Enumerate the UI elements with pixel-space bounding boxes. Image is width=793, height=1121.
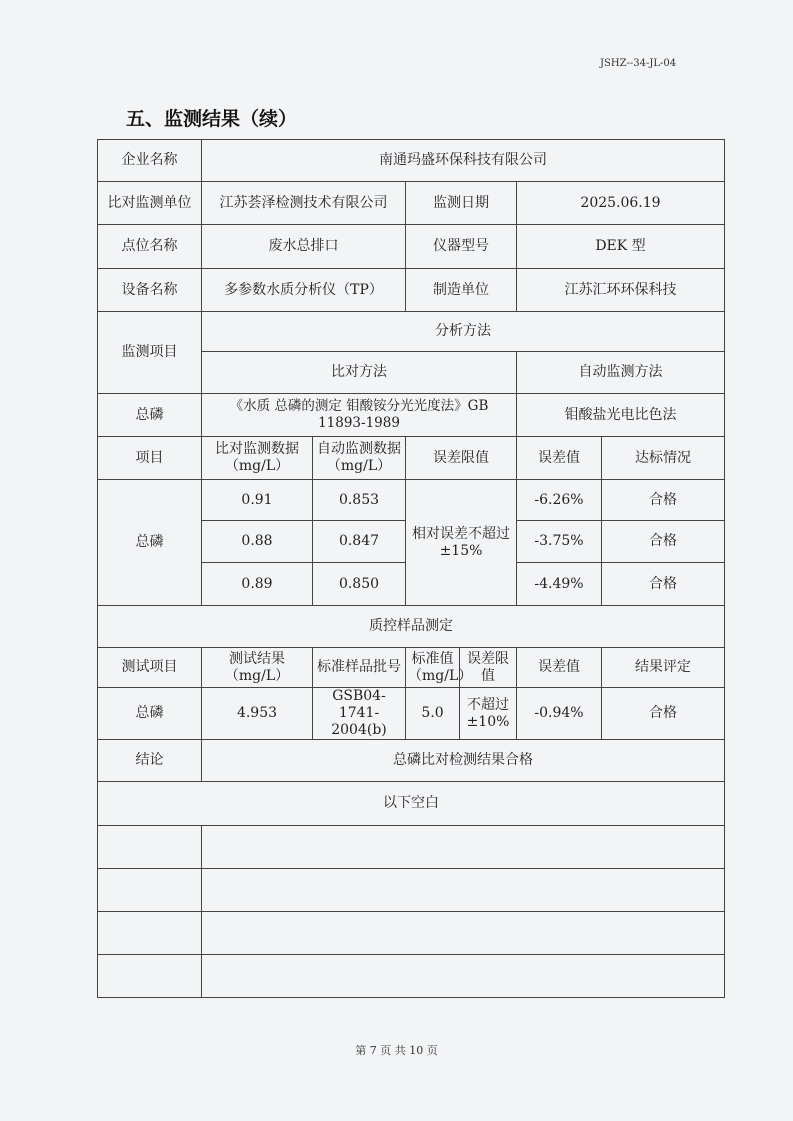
table-row — [98, 269, 725, 312]
monitor-date-value: 2025.06.19 — [517, 182, 725, 225]
compare-method-value: 《水质 总磷的测定 钼酸铵分光光度法》GB 11893-1989 — [202, 394, 517, 437]
instrument-model-label: 仪器型号 — [406, 225, 517, 269]
manufacturer-value: 江苏汇环环保科技 — [517, 269, 725, 312]
table-row — [98, 480, 725, 521]
qc-batch: GSB04-1741-2004(b) — [313, 688, 406, 740]
auto-value: 0.853 — [313, 480, 406, 521]
qc-evaluation: 合格 — [602, 688, 725, 740]
status-value: 合格 — [602, 480, 725, 521]
qc-header-item: 测试项目 — [98, 648, 202, 688]
table-row — [98, 782, 725, 826]
table-row — [98, 225, 725, 269]
qc-error: -0.94% — [517, 688, 602, 740]
monitoring-result-table — [97, 139, 725, 998]
point-label: 点位名称 — [98, 225, 202, 269]
qc-title: 质控样品测定 — [98, 606, 725, 648]
equipment-label: 设备名称 — [98, 269, 202, 312]
auto-method-label: 自动监测方法 — [517, 352, 725, 394]
compare-value: 0.88 — [202, 521, 313, 563]
empty-row — [98, 826, 725, 869]
blank-note: 以下空白 — [98, 782, 725, 826]
document-code: JSHZ--34-JL-04 — [600, 58, 677, 69]
table-row — [98, 394, 725, 437]
conclusion-value: 总磷比对检测结果合格 — [202, 740, 725, 782]
compare-unit-label: 比对监测单位 — [98, 182, 202, 225]
qc-header-evaluation: 结果评定 — [602, 648, 725, 688]
qc-header-batch: 标准样品批号 — [313, 648, 406, 688]
method-item: 总磷 — [98, 394, 202, 437]
error-value: -3.75% — [517, 521, 602, 563]
status-value: 合格 — [602, 563, 725, 606]
qc-standard: 5.0 — [406, 688, 460, 740]
empty-row — [98, 955, 725, 998]
header-compare-data: 比对监测数据（mg/L） — [202, 437, 313, 480]
error-value: -6.26% — [517, 480, 602, 521]
qc-header-limit: 误差限值 — [460, 648, 517, 688]
table-row — [98, 606, 725, 648]
table-row — [98, 740, 725, 782]
qc-header-error: 误差值 — [517, 648, 602, 688]
table-row — [98, 648, 725, 688]
company-value: 南通玛盛环保科技有限公司 — [202, 140, 725, 182]
table-row — [98, 140, 725, 182]
error-limit: 相对误差不超过±15% — [406, 480, 517, 606]
section-title: 五、监测结果（续） — [126, 108, 298, 130]
header-status: 达标情况 — [602, 437, 725, 480]
qc-result: 4.953 — [202, 688, 313, 740]
monitor-date-label: 监测日期 — [406, 182, 517, 225]
auto-value: 0.850 — [313, 563, 406, 606]
auto-method-value: 钼酸盐光电比色法 — [517, 394, 725, 437]
header-item: 项目 — [98, 437, 202, 480]
point-value: 废水总排口 — [202, 225, 406, 269]
error-value: -4.49% — [517, 563, 602, 606]
empty-row — [98, 912, 725, 955]
compare-value: 0.91 — [202, 480, 313, 521]
header-error-value: 误差值 — [517, 437, 602, 480]
qc-header-result: 测试结果（mg/L） — [202, 648, 313, 688]
table-row — [98, 182, 725, 225]
compare-item: 总磷 — [98, 480, 202, 606]
status-value: 合格 — [602, 521, 725, 563]
instrument-model-value: DEK 型 — [517, 225, 725, 269]
qc-limit: 不超过±10% — [460, 688, 517, 740]
manufacturer-label: 制造单位 — [406, 269, 517, 312]
table-row — [98, 688, 725, 740]
monitor-item-label: 监测项目 — [98, 312, 202, 394]
table-row — [98, 437, 725, 480]
auto-value: 0.847 — [313, 521, 406, 563]
conclusion-label: 结论 — [98, 740, 202, 782]
compare-method-label: 比对方法 — [202, 352, 517, 394]
company-label: 企业名称 — [98, 140, 202, 182]
equipment-value: 多参数水质分析仪（TP） — [202, 269, 406, 312]
header-error-limit: 误差限值 — [406, 437, 517, 480]
compare-unit-value: 江苏荟泽检测技术有限公司 — [202, 182, 406, 225]
compare-value: 0.89 — [202, 563, 313, 606]
empty-row — [98, 869, 725, 912]
qc-item: 总磷 — [98, 688, 202, 740]
analysis-method-label: 分析方法 — [202, 312, 725, 352]
header-auto-data: 自动监测数据（mg/L） — [313, 437, 406, 480]
table-row — [98, 312, 725, 352]
qc-header-standard: 标准值（mg/L） — [406, 648, 460, 688]
page-footer: 第 7 页 共 10 页 — [355, 1044, 438, 1057]
